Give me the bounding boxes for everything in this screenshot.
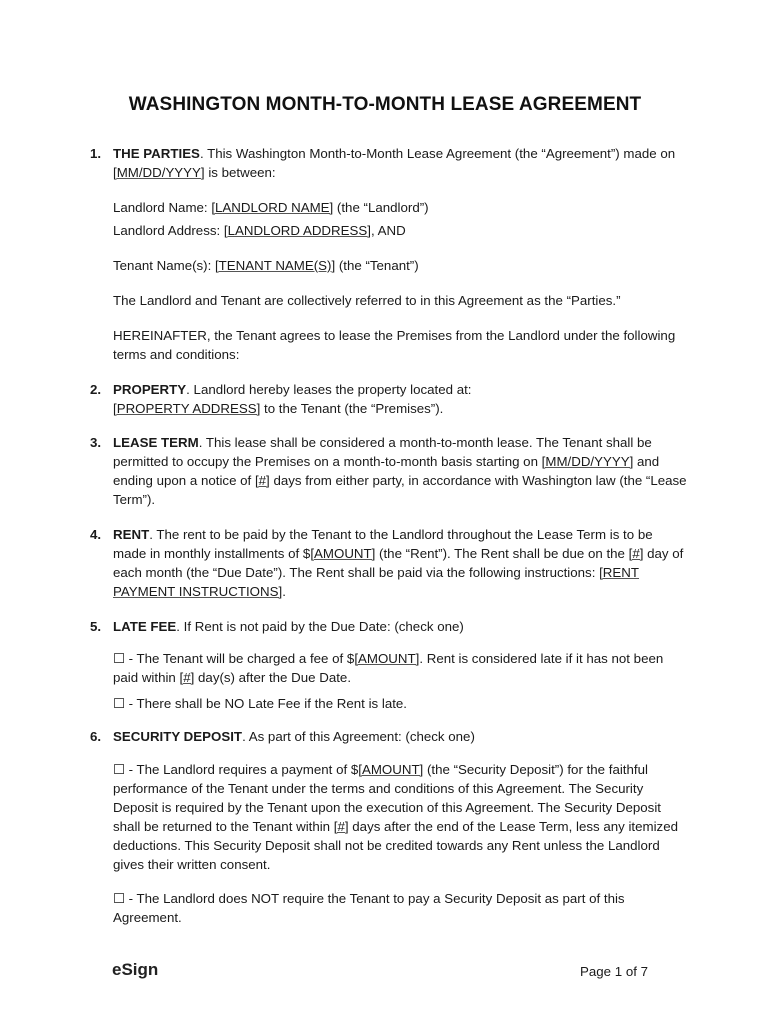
- text: . Rent is considered late if it has not been paid within: [113, 651, 664, 685]
- section-heading: PROPERTY: [113, 382, 187, 397]
- text: .: [282, 584, 286, 599]
- section-text: [113, 727, 688, 746]
- section-number: 1.: [90, 146, 102, 161]
- text: (the “Tenant”): [335, 258, 419, 273]
- text: (the “Security Deposit”) for the faithful performance of the Tenant under the terms and conditions of this Agreement. The Security Deposit is required by the Tenant upon the execution of this Agreement. The Security Deposit shall be returned to the Tenant within: [113, 762, 661, 834]
- section-heading: SECURITY DEPOSIT: [113, 729, 243, 744]
- notice-days-field[interactable]: [#]: [254, 473, 270, 488]
- parties-paragraph: The Landlord and Tenant are collectively referred to in this Agreement as the “Parties.”: [113, 293, 621, 308]
- section-parties: [90, 144, 690, 182]
- checkbox-option-text: ☐ - The Tenant will be charged a fee of $: [113, 651, 355, 666]
- text: days from either party, in accordance with Washington law (the “Lease Term”).: [113, 473, 687, 507]
- deposit-amount-field[interactable]: [AMOUNT]: [358, 762, 424, 777]
- label: Tenant Name(s):: [113, 258, 215, 273]
- text: . The rent to be paid by the Tenant to the Landlord throughout the Lease Term is to be made in monthly installments of $: [113, 527, 653, 561]
- text: days after the end of the Lease Term, less any itemized deductions. This Security Deposit shall not be credited towards any Rent unless the Landlord gives their written consent.: [113, 819, 678, 872]
- section-number: 2.: [90, 382, 102, 397]
- text: , AND: [370, 223, 406, 238]
- landlord-address-line: [113, 221, 688, 240]
- late-fee-option-2[interactable]: ☐ - There shall be NO Late Fee if the Rent is late.: [113, 696, 408, 711]
- late-fee-option-1[interactable]: [113, 649, 688, 687]
- text: . This Washington Month-to-Month Lease Agreement (the “Agreement”) made on: [199, 146, 676, 161]
- section-property: [90, 380, 690, 418]
- page-number: Page 1 of 7: [580, 964, 649, 979]
- deposit-option-1[interactable]: [113, 760, 688, 874]
- section-number: 4.: [90, 527, 102, 542]
- late-fee-days-field[interactable]: [#]: [179, 670, 195, 685]
- rent-instructions-field[interactable]: [RENT PAYMENT INSTRUCTIONS]: [113, 565, 639, 599]
- section-number: 6.: [90, 729, 102, 744]
- landlord-name-line: [113, 198, 688, 217]
- section-text: [113, 380, 688, 418]
- section-text: [113, 433, 688, 509]
- text: . If Rent is not paid by the Due Date: (check one): [176, 619, 464, 634]
- section-security-deposit: [90, 727, 690, 746]
- checkbox-option-text: ☐ - The Landlord requires a payment of $: [113, 762, 359, 777]
- text: . This lease shall be considered a month-to-month lease. The Tenant shall be permitted to occupy the Premises on a month-to-month basis starting on: [113, 435, 652, 469]
- property-address-field[interactable]: [PROPERTY ADDRESS]: [113, 401, 261, 416]
- hereinafter-paragraph: HEREINAFTER, the Tenant agrees to lease the Premises from the Landlord under the following terms and conditions:: [113, 328, 676, 362]
- deposit-return-days-field[interactable]: [#]: [333, 819, 349, 834]
- date-field[interactable]: [MM/DD/YYYY]: [113, 165, 205, 180]
- text: day of each month (the “Due Date”). The Rent shall be paid via the following instructions:: [113, 546, 684, 580]
- section-rent: [90, 525, 690, 601]
- section-heading: LEASE TERM: [113, 435, 199, 450]
- landlord-address-field[interactable]: [LANDLORD ADDRESS]: [223, 223, 371, 238]
- deposit-option-2[interactable]: ☐ - The Landlord does NOT require the Tenant to pay a Security Deposit as part of this Agreement.: [113, 891, 625, 925]
- section-heading: THE PARTIES: [113, 146, 200, 161]
- due-day-field[interactable]: [#]: [628, 546, 644, 561]
- document-title: WASHINGTON MONTH-TO-MONTH LEASE AGREEMENT: [128, 94, 642, 115]
- landlord-name-field[interactable]: [LANDLORD NAME]: [211, 200, 334, 215]
- esign-logo: eSign: [112, 960, 159, 979]
- text: (the “Landlord”): [333, 200, 429, 215]
- section-text: [113, 617, 688, 636]
- section-number: 5.: [90, 619, 102, 634]
- text: is between:: [204, 165, 276, 180]
- text: and ending upon a notice of: [113, 454, 660, 488]
- section-heading: RENT: [113, 527, 150, 542]
- section-number: 3.: [90, 435, 102, 450]
- rent-amount-field[interactable]: [AMOUNT]: [310, 546, 376, 561]
- late-fee-amount-field[interactable]: [AMOUNT]: [354, 651, 420, 666]
- section-heading: LATE FEE: [113, 619, 177, 634]
- section-late-fee: [90, 617, 690, 636]
- label: Landlord Name:: [113, 200, 212, 215]
- text: (the “Rent”). The Rent shall be due on the: [375, 546, 629, 561]
- text: to the Tenant (the “Premises”).: [260, 401, 444, 416]
- tenant-name-field[interactable]: [TENANT NAME(S)]: [214, 258, 336, 273]
- text: . As part of this Agreement: (check one): [242, 729, 475, 744]
- start-date-field[interactable]: [MM/DD/YYYY]: [541, 454, 634, 469]
- tenant-name-line: [113, 256, 688, 275]
- label: Landlord Address:: [113, 223, 224, 238]
- section-text: [113, 144, 688, 182]
- text: day(s) after the Due Date.: [194, 670, 352, 685]
- text: . Landlord hereby leases the property located at:: [186, 382, 472, 397]
- section-text: [113, 525, 688, 601]
- section-lease-term: [90, 433, 690, 509]
